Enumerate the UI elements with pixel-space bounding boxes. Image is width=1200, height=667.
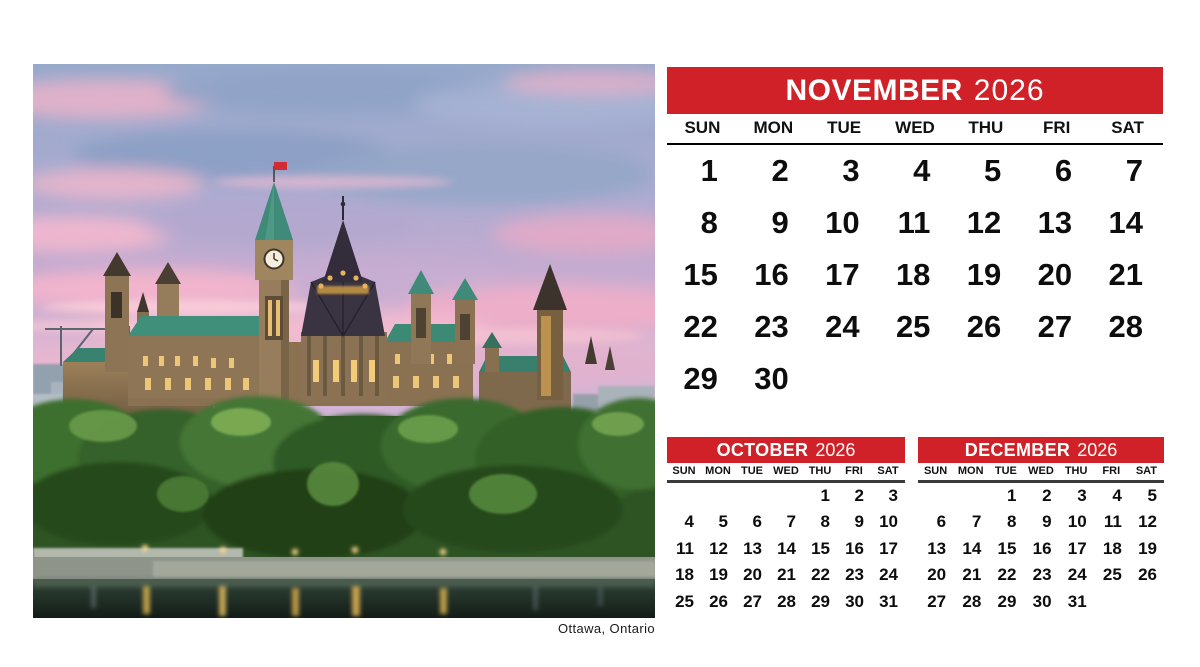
date-cell: 15: [997, 538, 1017, 558]
empty-cell: [1094, 589, 1129, 615]
empty-cell: [735, 483, 769, 509]
date-cell: 19: [709, 565, 728, 585]
date-cell: 2: [854, 486, 864, 505]
weekday-label: MON: [705, 465, 731, 477]
date-cell: 29: [811, 591, 830, 611]
date-cell: 4: [913, 153, 931, 188]
main-month-title: NOVEMBER: [785, 73, 963, 107]
date-cell: 9: [1042, 512, 1052, 532]
date-cell: 3: [888, 486, 898, 505]
weekday-label: SUN: [684, 118, 721, 137]
date-cell: 18: [895, 257, 931, 292]
date-cell: 8: [700, 205, 718, 240]
date-cell: 24: [825, 309, 860, 344]
date-cell: 28: [777, 591, 796, 611]
weekday-label: FRI: [1043, 118, 1071, 137]
december-month-title: DECEMBER: [964, 439, 1071, 460]
date-cell: 29: [997, 591, 1017, 611]
date-cell: 11: [676, 538, 694, 558]
date-cell: 16: [754, 257, 789, 292]
date-cell: 15: [683, 257, 718, 292]
date-cell: 1: [820, 486, 830, 505]
date-cell: 18: [1102, 538, 1122, 558]
date-cell: 1: [700, 153, 718, 188]
date-cell: 7: [1125, 153, 1143, 188]
date-cell: 12: [966, 205, 1002, 240]
weekday-label: TUE: [741, 465, 763, 477]
date-cell: 8: [820, 512, 830, 532]
empty-cell: [809, 353, 880, 405]
mini-calendar-december: [918, 437, 1164, 615]
date-cell: 4: [684, 512, 694, 532]
date-cell: 21: [962, 565, 982, 585]
date-cell: 26: [966, 309, 1002, 344]
date-cell: 2: [1042, 486, 1052, 505]
canada-flag: [274, 162, 287, 170]
date-cell: 5: [1147, 486, 1157, 505]
december-weekday-row: [918, 465, 1164, 483]
weekday-label: THU: [968, 118, 1004, 137]
date-cell: 17: [879, 538, 898, 558]
date-cell: 31: [879, 591, 898, 611]
empty-cell: [1092, 353, 1163, 405]
date-cell: 6: [936, 512, 947, 532]
date-cell: 9: [771, 205, 789, 240]
date-cell: 25: [1102, 565, 1122, 585]
date-cell: 14: [777, 538, 796, 558]
weekday-label: THU: [1064, 465, 1088, 477]
empty-cell: [880, 353, 951, 405]
weekday-label: WED: [1028, 465, 1054, 477]
weekday-label: THU: [808, 465, 832, 477]
date-cell: 5: [984, 153, 1002, 188]
date-cell: 23: [1032, 565, 1052, 585]
october-date-grid: [667, 483, 905, 615]
date-cell: 26: [709, 591, 728, 611]
main-calendar-november: [667, 67, 1163, 405]
empty-cell: [701, 483, 735, 509]
empty-cell: [1021, 353, 1092, 405]
empty-cell: [918, 483, 953, 509]
water: [33, 579, 655, 618]
october-header: [667, 437, 905, 463]
date-cell: 6: [1054, 153, 1073, 188]
date-cell: 3: [842, 153, 860, 188]
date-cell: 27: [743, 591, 762, 611]
date-cell: 19: [966, 257, 1002, 292]
date-cell: 9: [854, 512, 864, 532]
weekday-label: WED: [895, 118, 935, 137]
date-cell: 25: [675, 591, 694, 611]
date-cell: 2: [771, 153, 789, 188]
date-cell: 17: [1067, 538, 1087, 558]
date-cell: 25: [895, 309, 931, 344]
date-cell: 16: [1032, 538, 1052, 558]
photo-illustration: [33, 64, 655, 618]
weekday-label: MON: [957, 465, 984, 477]
weekday-label: SAT: [1111, 118, 1144, 137]
december-year-title: 2026: [1077, 439, 1118, 460]
weekday-label: SAT: [1135, 465, 1157, 477]
date-cell: 14: [1108, 205, 1143, 240]
weekday-label: WED: [773, 465, 799, 477]
date-cell: 22: [811, 565, 830, 585]
date-cell: 20: [743, 565, 762, 585]
date-cell: 27: [927, 591, 947, 611]
date-cell: 30: [754, 361, 789, 396]
empty-cell: [953, 483, 988, 509]
date-cell: 18: [675, 565, 694, 585]
date-cell: 15: [811, 538, 830, 558]
date-cell: 11: [1103, 512, 1122, 532]
october-year-title: 2026: [815, 439, 856, 460]
date-cell: 19: [1138, 538, 1157, 558]
date-cell: 10: [825, 205, 860, 240]
date-cell: 21: [777, 565, 796, 585]
date-cell: 16: [845, 538, 864, 558]
photo-parliament-hill: [33, 64, 655, 618]
weekday-label: MON: [753, 118, 794, 137]
date-cell: 28: [962, 591, 982, 611]
date-cell: 10: [879, 512, 898, 532]
date-cell: 8: [1006, 512, 1017, 532]
october-weekday-row: [667, 465, 905, 483]
weekday-label: FRI: [1102, 465, 1121, 477]
date-cell: 1: [1006, 486, 1017, 505]
weekday-label: TUE: [827, 118, 862, 137]
date-cell: 12: [1138, 512, 1157, 532]
date-cell: 30: [845, 591, 864, 611]
december-header: [918, 437, 1164, 463]
mini-calendar-october: [667, 437, 905, 615]
date-cell: 20: [1037, 257, 1073, 292]
weekday-label: SUN: [672, 465, 696, 477]
date-cell: 13: [743, 538, 762, 558]
date-cell: 7: [971, 512, 982, 532]
date-cell: 27: [1037, 309, 1073, 344]
date-cell: 6: [752, 512, 762, 532]
date-cell: 22: [683, 309, 718, 344]
date-cell: 31: [1067, 591, 1087, 611]
october-month-title: OCTOBER: [716, 439, 809, 460]
date-cell: 13: [1037, 205, 1073, 240]
empty-cell: [667, 483, 701, 509]
date-cell: 22: [997, 565, 1017, 585]
empty-cell: [769, 483, 803, 509]
weekday-label: SUN: [923, 465, 948, 477]
date-cell: 10: [1067, 512, 1087, 532]
empty-cell: [1129, 589, 1164, 615]
photo-caption: Ottawa, Ontario: [557, 621, 655, 636]
date-cell: 21: [1108, 257, 1143, 292]
date-cell: 7: [786, 512, 796, 532]
weekday-label: FRI: [845, 465, 863, 477]
date-cell: 5: [718, 512, 728, 532]
date-cell: 11: [897, 205, 931, 240]
date-cell: 29: [683, 361, 718, 396]
date-cell: 24: [1067, 565, 1087, 585]
date-cell: 4: [1112, 486, 1122, 505]
date-cell: 17: [825, 257, 860, 292]
main-calendar-header: [667, 67, 1163, 114]
date-cell: 23: [754, 309, 789, 344]
main-weekday-row: [667, 118, 1163, 145]
date-cell: 23: [845, 565, 864, 585]
date-cell: 24: [879, 565, 898, 585]
date-cell: 20: [927, 565, 947, 585]
date-cell: 12: [709, 538, 728, 558]
weekday-label: TUE: [994, 465, 1017, 477]
date-cell: 30: [1032, 591, 1052, 611]
treeline: [33, 396, 655, 564]
date-cell: 13: [927, 538, 947, 558]
main-year-title: 2026: [973, 73, 1045, 107]
date-cell: 28: [1108, 309, 1143, 344]
empty-cell: [950, 353, 1021, 405]
date-cell: 26: [1138, 565, 1157, 585]
date-cell: 14: [962, 538, 982, 558]
main-date-grid: [667, 145, 1163, 405]
december-date-grid: [918, 483, 1164, 615]
date-cell: 3: [1077, 486, 1087, 505]
weekday-label: SAT: [877, 465, 899, 477]
